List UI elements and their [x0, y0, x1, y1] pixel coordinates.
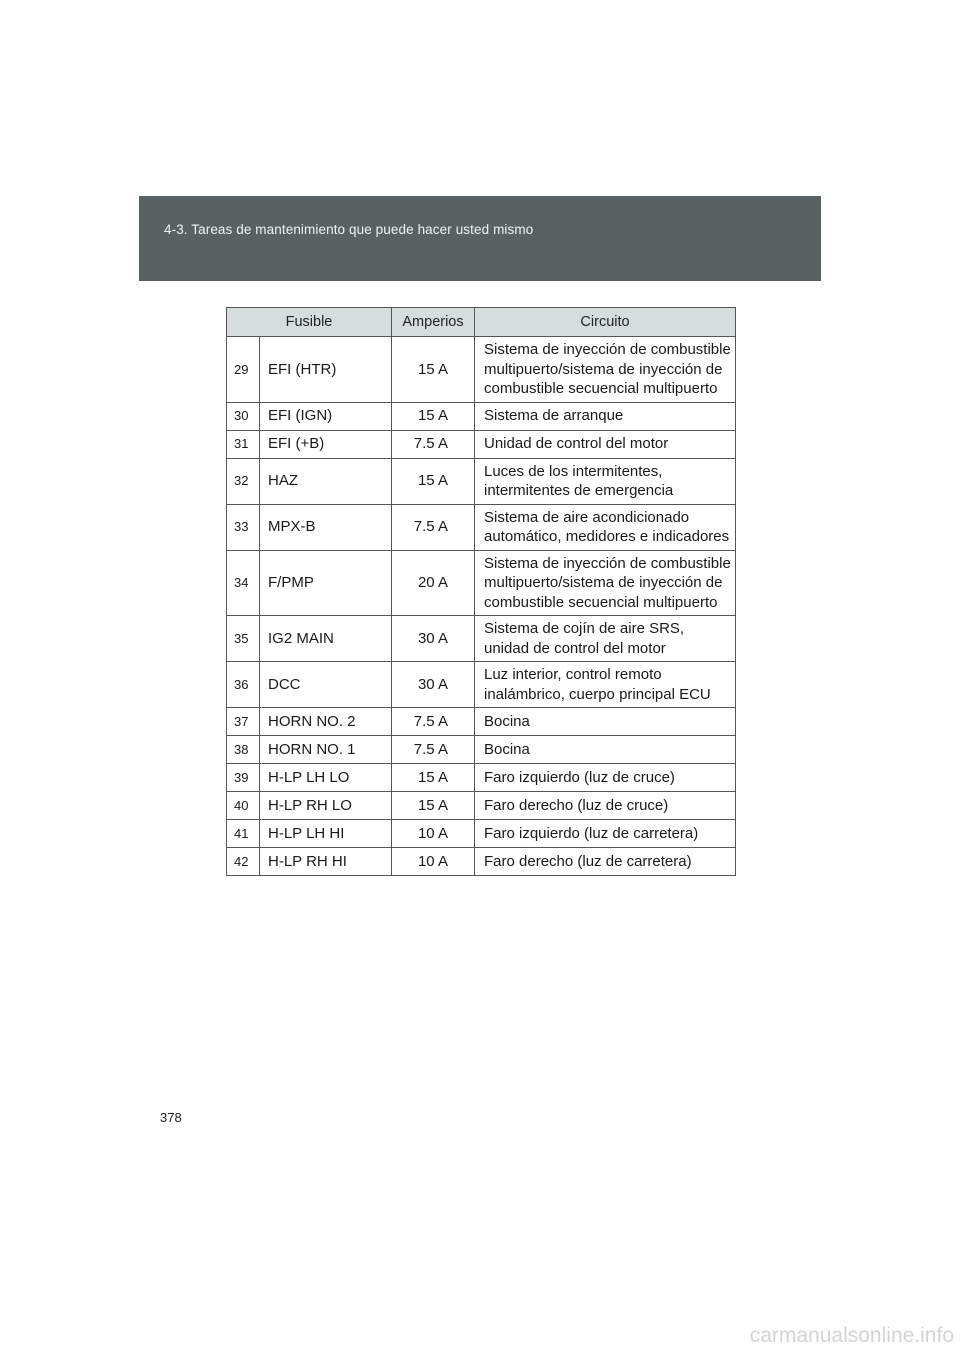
- fuse-amperage: 15 A: [392, 792, 475, 820]
- fuse-amperage: 30 A: [392, 662, 475, 708]
- fuse-amperage: 15 A: [392, 764, 475, 792]
- fuse-circuit: Faro derecho (luz de carretera): [475, 848, 736, 876]
- fuse-name: HORN NO. 2: [260, 708, 392, 736]
- fuse-name: HAZ: [260, 458, 392, 504]
- fuse-number: 39: [227, 764, 260, 792]
- page-number: 378: [160, 1110, 182, 1125]
- column-header-amperios: Amperios: [392, 308, 475, 337]
- fuse-number: 41: [227, 820, 260, 848]
- fuse-circuit: Luz interior, control remoto inalámbrico, cuerpo principal ECU: [475, 662, 736, 708]
- fuse-amperage: 20 A: [392, 550, 475, 616]
- fuse-name: H-LP LH HI: [260, 820, 392, 848]
- fuse-name: DCC: [260, 662, 392, 708]
- fuse-amperage: 7.5 A: [392, 708, 475, 736]
- table-row: [227, 764, 736, 792]
- fuse-circuit: Sistema de inyección de combustible multipuerto/sistema de inyección de combustible secuencial multipuerto: [475, 550, 736, 616]
- fuse-amperage: 15 A: [392, 458, 475, 504]
- fuse-number: 42: [227, 848, 260, 876]
- fuse-number: 32: [227, 458, 260, 504]
- fuse-table: [226, 307, 736, 876]
- table-header-row: [227, 308, 736, 337]
- fuse-name: EFI (HTR): [260, 337, 392, 403]
- fuse-number: 34: [227, 550, 260, 616]
- fuse-circuit: Luces de los intermitentes, intermitentes de emergencia: [475, 458, 736, 504]
- table-row: [227, 402, 736, 430]
- table-row: [227, 792, 736, 820]
- fuse-amperage: 15 A: [392, 402, 475, 430]
- table-row: [227, 616, 736, 662]
- fuse-number: 36: [227, 662, 260, 708]
- fuse-number: 29: [227, 337, 260, 403]
- fuse-circuit: Sistema de cojín de aire SRS, unidad de control del motor: [475, 616, 736, 662]
- fuse-name: H-LP LH LO: [260, 764, 392, 792]
- fuse-name: MPX-B: [260, 504, 392, 550]
- fuse-name: F/PMP: [260, 550, 392, 616]
- fuse-name: IG2 MAIN: [260, 616, 392, 662]
- fuse-name: EFI (+B): [260, 430, 392, 458]
- fuse-number: 31: [227, 430, 260, 458]
- column-header-circuito: Circuito: [475, 308, 736, 337]
- fuse-name: EFI (IGN): [260, 402, 392, 430]
- table-row: [227, 708, 736, 736]
- table-body: [227, 337, 736, 876]
- table-row: [227, 504, 736, 550]
- fuse-number: 30: [227, 402, 260, 430]
- section-title: 4-3. Tareas de mantenimiento que puede hacer usted mismo: [164, 222, 534, 237]
- fuse-number: 37: [227, 708, 260, 736]
- fuse-name: HORN NO. 1: [260, 736, 392, 764]
- fuse-number: 35: [227, 616, 260, 662]
- fuse-amperage: 30 A: [392, 616, 475, 662]
- table-row: [227, 430, 736, 458]
- fuse-name: H-LP RH HI: [260, 848, 392, 876]
- fuse-circuit: Faro izquierdo (luz de cruce): [475, 764, 736, 792]
- table-row: [227, 550, 736, 616]
- column-header-fusible: Fusible: [227, 308, 392, 337]
- fuse-number: 33: [227, 504, 260, 550]
- fuse-number: 40: [227, 792, 260, 820]
- fuse-amperage: 15 A: [392, 337, 475, 403]
- fuse-circuit: Sistema de arranque: [475, 402, 736, 430]
- fuse-circuit: Bocina: [475, 736, 736, 764]
- table-row: [227, 820, 736, 848]
- fuse-amperage: 7.5 A: [392, 736, 475, 764]
- table-row: [227, 848, 736, 876]
- fuse-circuit: Sistema de inyección de combustible multipuerto/sistema de inyección de combustible secuencial multipuerto: [475, 337, 736, 403]
- fuse-name: H-LP RH LO: [260, 792, 392, 820]
- fuse-circuit: Unidad de control del motor: [475, 430, 736, 458]
- section-header: [139, 196, 821, 281]
- fuse-amperage: 10 A: [392, 820, 475, 848]
- table-row: [227, 337, 736, 403]
- table-row: [227, 458, 736, 504]
- fuse-amperage: 10 A: [392, 848, 475, 876]
- fuse-amperage: 7.5 A: [392, 430, 475, 458]
- fuse-amperage: 7.5 A: [392, 504, 475, 550]
- fuse-number: 38: [227, 736, 260, 764]
- table-row: [227, 736, 736, 764]
- fuse-circuit: Faro derecho (luz de cruce): [475, 792, 736, 820]
- table-row: [227, 662, 736, 708]
- fuse-circuit: Sistema de aire acondicionado automático, medidores e indicadores: [475, 504, 736, 550]
- watermark: carmanualsonline.info: [749, 1324, 954, 1347]
- fuse-circuit: Bocina: [475, 708, 736, 736]
- fuse-circuit: Faro izquierdo (luz de carretera): [475, 820, 736, 848]
